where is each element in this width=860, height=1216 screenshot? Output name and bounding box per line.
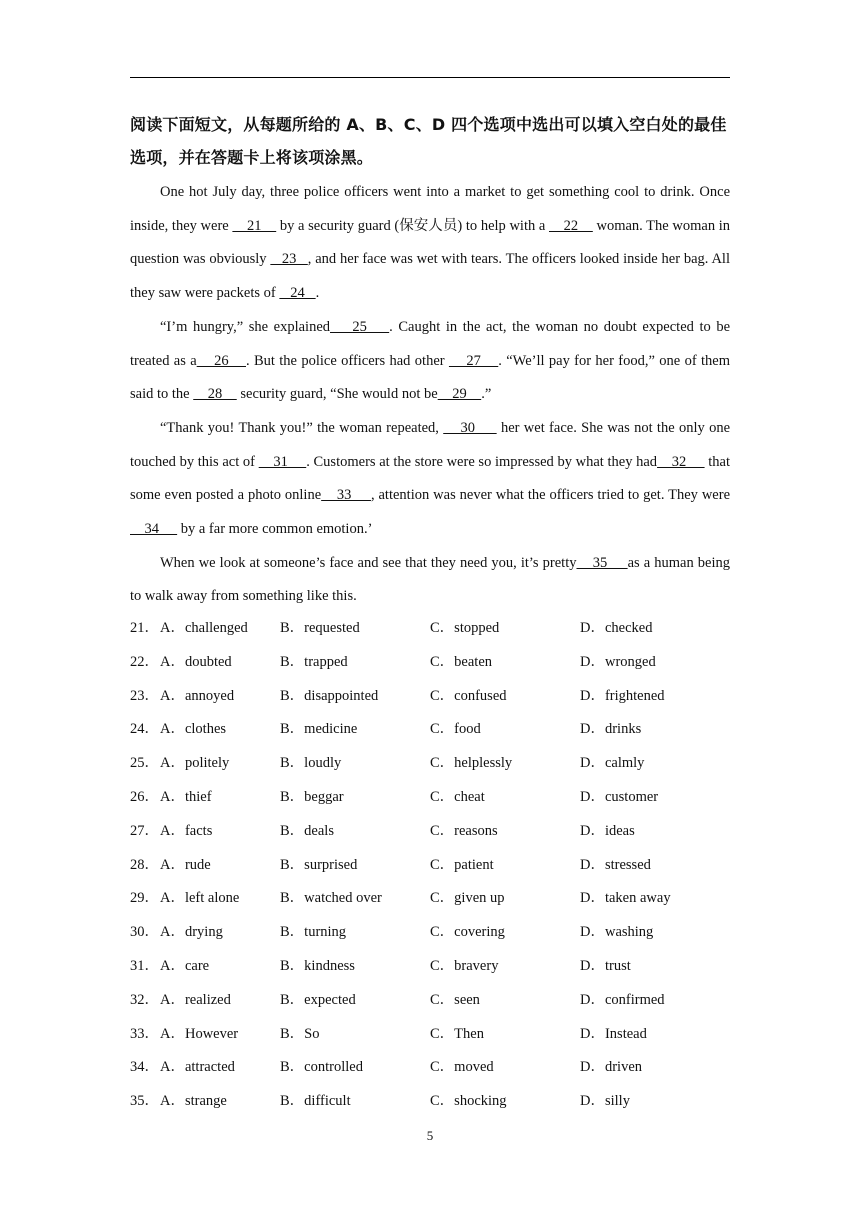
option-a: A．attracted — [160, 1059, 235, 1076]
option-a: A．politely — [160, 755, 230, 772]
question-row — [130, 680, 750, 714]
cloze-passage — [130, 176, 730, 614]
option-b: B．disappointed — [280, 687, 379, 704]
option-a: A．drying — [160, 924, 223, 941]
question-row — [130, 1085, 750, 1119]
passage-text: “I’m hungry,” she explained — [160, 318, 331, 335]
question-number: 24． — [130, 721, 159, 738]
option-c: C．patient — [430, 856, 494, 873]
blank-number: 28 — [193, 386, 237, 403]
passage-text: .” — [481, 386, 492, 403]
question-row — [130, 1018, 750, 1052]
passage-text: “Thank you! Thank you!” the woman repeated, — [160, 419, 444, 436]
option-c: C．shocking — [430, 1093, 507, 1110]
question-number: 33． — [130, 1025, 159, 1042]
passage-text: , and her face was wet with tears. The officers looked inside her bag. All they saw were packets of — [130, 251, 730, 302]
option-a: A．care — [160, 957, 210, 974]
option-c: C．reasons — [430, 822, 498, 839]
blank-number: 35 — [576, 554, 628, 571]
blank-number: 34 — [130, 521, 178, 538]
option-a: A．thief — [160, 788, 212, 805]
question-row — [130, 882, 750, 916]
passage-text: . “We’ll pay for her food,” one of them said to the — [130, 352, 730, 403]
question-row — [130, 984, 750, 1018]
option-d: D．taken away — [580, 890, 671, 907]
option-d: D．calmly — [580, 755, 645, 772]
passage-text: . Customers at the store were so impressed by what they had — [306, 453, 658, 470]
blank-number: 33 — [321, 487, 371, 504]
option-c: C．seen — [430, 991, 480, 1008]
question-row — [130, 713, 750, 747]
option-c: C．confused — [430, 687, 507, 704]
instruction-text: 阅读下面短文，从每题所给的 A、B、C、D 四个选项中选出可以填入空白处的最佳选项，并在答题卡上将该项涂黑。 — [130, 115, 727, 167]
passage-paragraph — [130, 311, 730, 412]
question-row — [130, 747, 750, 781]
option-b: B．deals — [280, 822, 334, 839]
question-row — [130, 950, 750, 984]
option-d: D．washing — [580, 924, 654, 941]
passage-paragraph — [130, 412, 730, 547]
question-number: 27． — [130, 822, 159, 839]
question-number: 32． — [130, 991, 159, 1008]
option-c: C．helplessly — [430, 755, 513, 772]
option-d: D．drinks — [580, 721, 642, 738]
option-b: B．turning — [280, 924, 347, 941]
option-a: A．facts — [160, 822, 213, 839]
option-d: D．silly — [580, 1093, 630, 1110]
blank-number: 25 — [330, 318, 390, 335]
option-d: D．Instead — [580, 1025, 647, 1042]
option-d: D．confirmed — [580, 991, 665, 1008]
passage-text: by a far more common emotion.’ — [177, 521, 373, 538]
option-a: A．clothes — [160, 721, 227, 738]
blank-number: 27 — [448, 352, 499, 369]
question-number: 25． — [130, 755, 159, 772]
option-d: D．trust — [580, 957, 631, 974]
passage-text: security guard, “She would not be — [236, 386, 438, 403]
option-c: C．Then — [430, 1025, 484, 1042]
option-a: A．challenged — [160, 620, 248, 636]
header-rule — [130, 77, 730, 78]
page-number: 5 — [426, 1128, 434, 1143]
option-b: B．surprised — [280, 856, 358, 873]
option-a: A．doubted — [160, 653, 232, 670]
question-number: 21． — [130, 620, 159, 636]
option-b: B．requested — [280, 620, 360, 636]
passage-text: by a security guard (保安人员) to help with a — [276, 217, 549, 234]
passage-text: . Caught in the act, the woman no doubt expected to be treated as a — [130, 318, 731, 369]
question-number: 26． — [130, 788, 159, 805]
question-row — [130, 916, 750, 950]
option-d: D．driven — [580, 1059, 643, 1076]
option-b: B．kindness — [280, 957, 355, 974]
option-d: D．ideas — [580, 822, 635, 839]
blank-number: 26 — [196, 352, 246, 369]
question-number: 22． — [130, 653, 159, 670]
option-a: A．strange — [160, 1093, 227, 1110]
option-b: B．difficult — [280, 1093, 351, 1110]
option-d: D．checked — [580, 620, 653, 636]
option-c: C．stopped — [430, 620, 500, 636]
option-c: C．beaten — [430, 653, 493, 670]
question-number: 30． — [130, 924, 159, 941]
question-number: 34． — [130, 1059, 159, 1076]
option-a: A．annoyed — [160, 687, 235, 704]
option-a: A．rude — [160, 856, 211, 873]
question-row — [130, 849, 750, 883]
passage-text: . — [315, 285, 320, 302]
blank-number: 24 — [279, 285, 316, 302]
option-c: C．moved — [430, 1059, 494, 1076]
option-b: B．controlled — [280, 1059, 363, 1076]
question-number: 23． — [130, 687, 159, 704]
option-c: C．cheat — [430, 788, 485, 805]
question-row — [130, 781, 750, 815]
option-d: D．frightened — [580, 687, 665, 704]
option-b: B．watched over — [280, 890, 382, 907]
question-number: 28． — [130, 856, 159, 873]
option-d: D．stressed — [580, 856, 651, 873]
question-number: 29． — [130, 890, 159, 907]
passage-text: When we look at someone’s face and see that they need you, it’s pretty — [160, 554, 577, 571]
question-row — [130, 815, 750, 849]
option-b: B．medicine — [280, 721, 358, 738]
question-number: 31． — [130, 957, 159, 974]
option-d: D．customer — [580, 788, 659, 805]
blank-number: 32 — [657, 453, 705, 470]
blank-number: 29 — [437, 386, 482, 403]
passage-text: . But the police officers had other — [246, 352, 449, 369]
option-c: C．given up — [430, 890, 505, 907]
option-b: B．beggar — [280, 788, 344, 805]
option-b: B．expected — [280, 991, 356, 1008]
option-c: C．bravery — [430, 957, 499, 974]
passage-paragraph — [130, 547, 730, 614]
option-a: A．left alone — [160, 890, 240, 907]
question-row — [130, 1051, 750, 1085]
passage-text: that some even posted a photo online — [130, 453, 730, 504]
question-number: 35． — [130, 1093, 159, 1110]
answer-options — [130, 612, 750, 1119]
question-row — [130, 612, 750, 646]
option-b: B．trapped — [280, 653, 348, 670]
passage-paragraph — [130, 176, 730, 311]
blank-number: 31 — [258, 453, 307, 470]
blank-number: 30 — [443, 419, 497, 436]
passage-text: her wet face. She was not the only one touched by this act of — [130, 419, 731, 470]
option-b: B．So — [280, 1025, 320, 1042]
passage-text: One hot July day, three police officers went into a market to get something cool to drink. Once inside, they were — [130, 184, 730, 234]
passage-text: as a human being to walk away from something like this. — [130, 554, 731, 605]
question-row — [130, 646, 750, 680]
passage-text: woman. The woman in question was obviously — [130, 217, 731, 268]
option-c: C．food — [430, 721, 481, 738]
option-b: B．loudly — [280, 755, 342, 772]
blank-number: 22 — [549, 217, 593, 234]
option-d: D．wronged — [580, 653, 656, 670]
option-a: A．realized — [160, 991, 231, 1008]
option-c: C．covering — [430, 924, 505, 941]
blank-number: 21 — [232, 217, 277, 234]
option-a: A．However — [160, 1025, 239, 1042]
blank-number: 23 — [270, 251, 308, 268]
passage-text: , attention was never what the officers tried to get. They were — [370, 487, 731, 504]
